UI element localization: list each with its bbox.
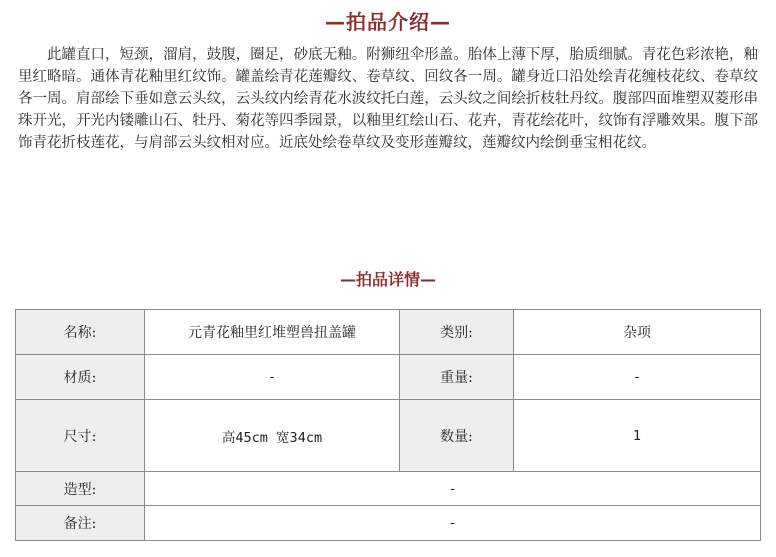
- table-row: [16, 400, 761, 472]
- table-row: [16, 310, 761, 355]
- shape-label: 造型:: [16, 472, 145, 506]
- size-value: 高45cm 宽34cm: [145, 400, 400, 472]
- table-row: [16, 506, 761, 541]
- size-label: 尺寸:: [16, 400, 145, 472]
- weight-label: 重量:: [400, 355, 514, 400]
- material-value: -: [145, 355, 400, 400]
- page-title: —拍品介绍—: [325, 10, 451, 34]
- table-row: [16, 472, 761, 506]
- remarks-value: -: [145, 506, 761, 541]
- details-title: —拍品详情—: [339, 270, 436, 289]
- quantity-value: 1: [514, 400, 761, 472]
- category-label: 类别:: [400, 310, 514, 355]
- table-row: [16, 355, 761, 400]
- shape-value: -: [145, 472, 761, 506]
- weight-value: -: [514, 355, 761, 400]
- material-label: 材质:: [16, 355, 145, 400]
- category-value: 杂项: [514, 310, 761, 355]
- name-value: 元青花釉里红堆塑兽扭盖罐: [145, 310, 400, 355]
- remarks-label: 备注:: [16, 506, 145, 541]
- item-description: 此罐直口，短颈，溜肩，鼓腹，圈足，砂底无釉。附狮纽伞形盖。胎体上薄下厚，胎质细腻。青花色彩浓艳，釉里红略暗。通体青花釉里红纹饰。罐盖绘青花莲瓣纹、卷草纹、回纹各一周。罐身近口沿处绘青花缠枝花纹、卷草纹各一周。肩部绘下垂如意云头纹，云头纹内绘青花水波纹托白莲，云头纹之间绘折枝牡丹纹。腹部四面堆塑双菱形串珠开光，开光内镂雕山石、牡丹、菊花等四季园景，以釉里红绘山石、花卉，青花绘花叶，纹饰有浮雕效果。腹下部饰青花折枝莲花，与肩部云头纹相对应。近底处绘卷草纹及变形莲瓣纹，莲瓣纹内绘倒垂宝相花纹。: [18, 47, 758, 151]
- details-table: [15, 309, 761, 541]
- quantity-label: 数量:: [400, 400, 514, 472]
- name-label: 名称:: [16, 310, 145, 355]
